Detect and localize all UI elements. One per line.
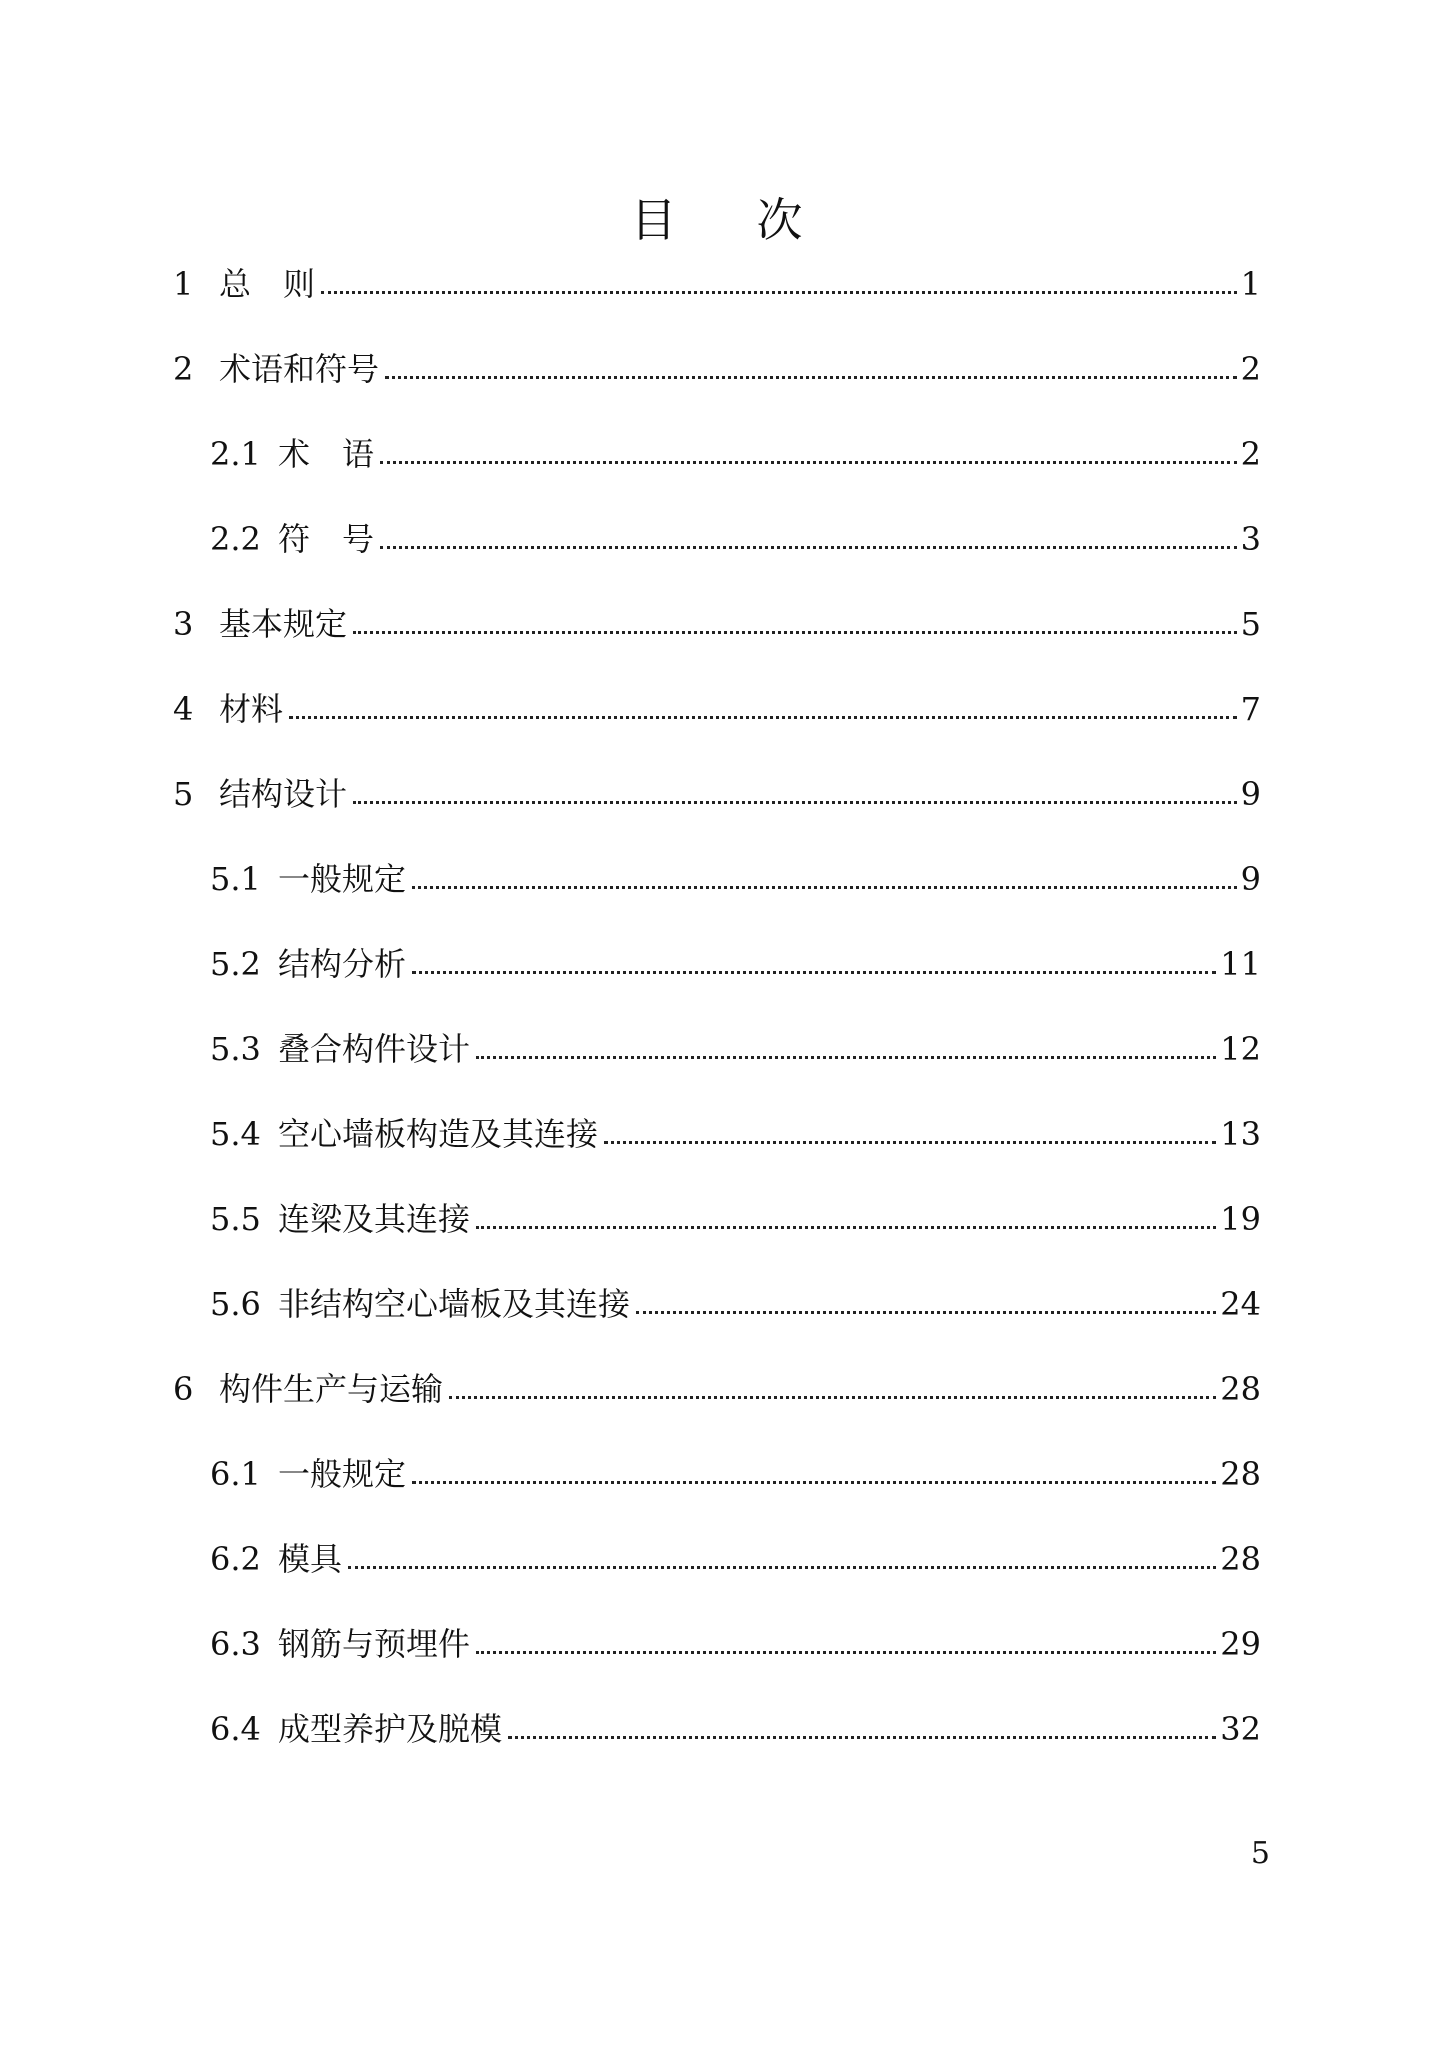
toc-entry-label: 术语和符号 — [219, 350, 380, 388]
toc-entry[interactable] — [173, 347, 1261, 391]
toc-entry-label: 术 语 — [278, 435, 375, 473]
toc-entry-label: 非结构空心墙板及其连接 — [278, 1285, 631, 1323]
toc-entry-label: 材料 — [219, 690, 284, 728]
toc-entry-page: 19 — [1220, 1200, 1261, 1238]
dot-leader — [380, 461, 1237, 464]
toc-entry-page: 5 — [1240, 605, 1261, 643]
toc-entry-page: 28 — [1220, 1540, 1261, 1578]
toc-entry-number: 5.3 — [210, 1030, 261, 1068]
toc-entry-page: 13 — [1220, 1115, 1261, 1153]
toc-entry-label: 钢筋与预埋件 — [278, 1625, 471, 1663]
toc-entry-page: 28 — [1220, 1370, 1261, 1408]
toc-entry-number: 2.1 — [210, 435, 261, 473]
toc-entry-page: 2 — [1240, 350, 1261, 388]
dot-leader — [508, 1736, 1216, 1739]
toc-entry-page: 12 — [1220, 1030, 1261, 1068]
toc-entry-label: 构件生产与运输 — [219, 1370, 444, 1408]
toc-entry-page: 11 — [1220, 945, 1261, 983]
title-char-right: 次 — [756, 193, 803, 247]
toc-entry[interactable] — [173, 772, 1261, 816]
toc-entry-number: 4 — [173, 690, 194, 728]
toc-entry-page: 24 — [1220, 1285, 1261, 1323]
toc-entry-label: 模具 — [278, 1540, 343, 1578]
toc-entry-page: 9 — [1240, 860, 1261, 898]
dot-leader — [476, 1056, 1216, 1059]
toc-entry-label: 一般规定 — [278, 1455, 407, 1493]
toc-entry[interactable] — [173, 432, 1261, 476]
toc-entry-label: 结构设计 — [219, 775, 348, 813]
toc-entry-page: 1 — [1240, 265, 1261, 303]
dot-leader — [380, 546, 1237, 549]
toc-entry-page: 28 — [1220, 1455, 1261, 1493]
toc-entry-number: 2 — [173, 350, 194, 388]
page-title — [0, 184, 1433, 250]
toc-entry[interactable] — [173, 517, 1261, 561]
dot-leader — [289, 716, 1237, 719]
toc-entry-page: 9 — [1240, 775, 1261, 813]
toc-entry-number: 6.2 — [210, 1540, 261, 1578]
toc-entry-number: 6.3 — [210, 1625, 261, 1663]
toc-entry-label: 成型养护及脱模 — [278, 1710, 503, 1748]
toc-entry[interactable] — [173, 942, 1261, 986]
toc-entry-number: 2.2 — [210, 520, 261, 558]
dot-leader — [353, 631, 1237, 634]
toc-entry-page: 3 — [1240, 520, 1261, 558]
dot-leader — [412, 886, 1237, 889]
toc-entry-number: 6.1 — [210, 1455, 261, 1493]
toc-entry-number: 1 — [173, 265, 194, 303]
toc-entry[interactable] — [173, 857, 1261, 901]
toc-entry-number: 5.6 — [210, 1285, 261, 1323]
dot-leader — [348, 1566, 1216, 1569]
dot-leader — [412, 1481, 1216, 1484]
toc-entry-label: 符 号 — [278, 520, 375, 558]
toc-entry-number: 6 — [173, 1370, 194, 1408]
toc-entry-number: 3 — [173, 605, 194, 643]
toc-entry[interactable] — [173, 1707, 1261, 1751]
toc-entry-label: 叠合构件设计 — [278, 1030, 471, 1068]
dot-leader — [604, 1141, 1216, 1144]
toc-entry-page: 7 — [1240, 690, 1261, 728]
toc-entry-page: 2 — [1240, 435, 1261, 473]
table-of-contents — [173, 262, 1261, 1748]
toc-entry-number: 5.4 — [210, 1115, 261, 1153]
toc-entry[interactable] — [173, 1112, 1261, 1156]
toc-entry[interactable] — [173, 1537, 1261, 1581]
toc-entry[interactable] — [173, 1452, 1261, 1496]
toc-entry-label: 总 则 — [219, 265, 316, 303]
dot-leader — [412, 971, 1216, 974]
toc-entry-number: 5.2 — [210, 945, 261, 983]
toc-entry-label: 空心墙板构造及其连接 — [278, 1115, 599, 1153]
toc-entry-label: 基本规定 — [219, 605, 348, 643]
page-number: 5 — [1250, 1836, 1270, 1871]
toc-entry[interactable] — [173, 1367, 1261, 1411]
dot-leader — [636, 1311, 1216, 1314]
toc-entry[interactable] — [173, 1197, 1261, 1241]
toc-entry[interactable] — [173, 1282, 1261, 1326]
toc-entry[interactable] — [173, 262, 1261, 306]
toc-entry-label: 结构分析 — [278, 945, 407, 983]
toc-entry-number: 5 — [173, 775, 194, 813]
title-char-left: 目 — [630, 193, 677, 247]
toc-entry[interactable] — [173, 687, 1261, 731]
toc-entry-page: 32 — [1220, 1710, 1261, 1748]
toc-entry-number: 5.5 — [210, 1200, 261, 1238]
toc-entry[interactable] — [173, 1027, 1261, 1071]
toc-entry-page: 29 — [1220, 1625, 1261, 1663]
toc-entry-label: 一般规定 — [278, 860, 407, 898]
toc-entry[interactable] — [173, 1622, 1261, 1666]
dot-leader — [321, 291, 1237, 294]
dot-leader — [353, 801, 1237, 804]
dot-leader — [476, 1226, 1216, 1229]
toc-entry[interactable] — [173, 602, 1261, 646]
dot-leader — [385, 376, 1237, 379]
toc-entry-number: 6.4 — [210, 1710, 261, 1748]
dot-leader — [476, 1651, 1216, 1654]
toc-entry-number: 5.1 — [210, 860, 261, 898]
dot-leader — [449, 1396, 1216, 1399]
toc-entry-label: 连梁及其连接 — [278, 1200, 471, 1238]
